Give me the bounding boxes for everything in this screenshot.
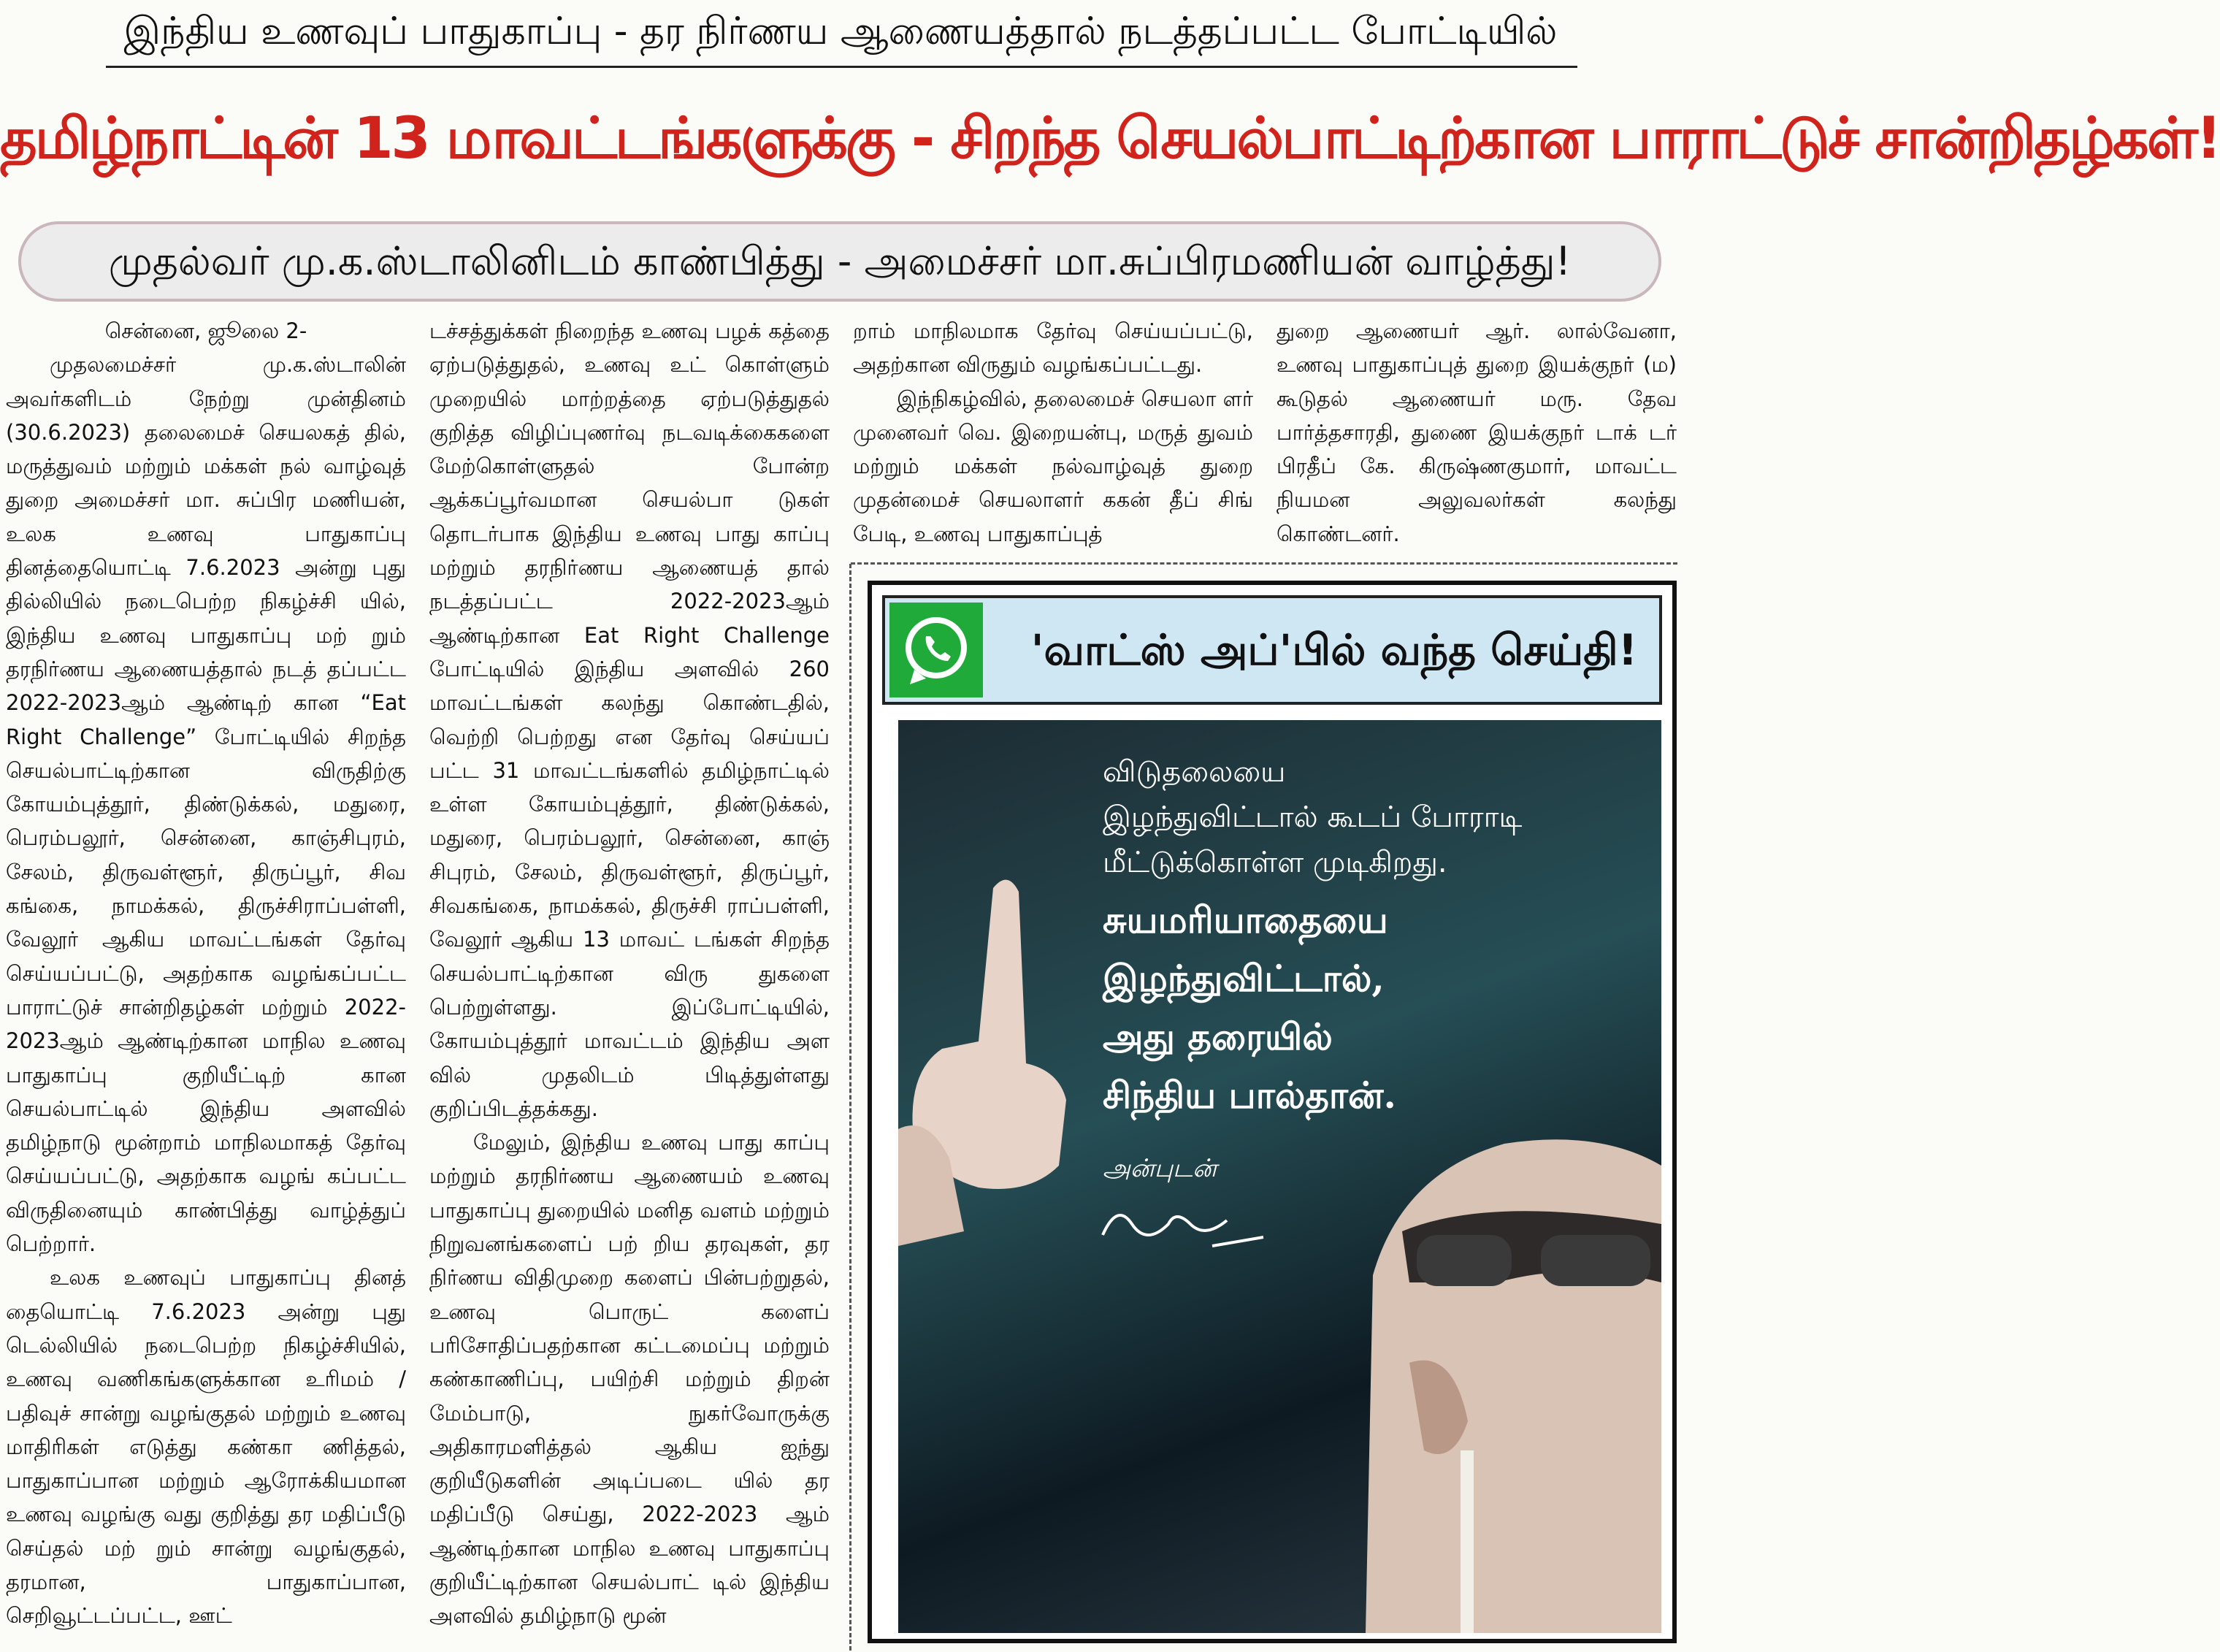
- quote-line: மீட்டுக்கொள்ள முடிகிறது.: [1103, 846, 1447, 879]
- quote-emphasis-line: சிந்திய பால்தான்.: [1103, 1074, 1396, 1117]
- signature-text: அன்புடன்: [1103, 1154, 1217, 1183]
- article-column-4: [1276, 314, 1677, 546]
- article-paragraph: முதலமைச்சர் மு.க.ஸ்டாலின் அவர்களிடம் நேற்று முன்தினம் (30.6.2023) தலைமைச் செயலகத் தில், மருத்துவம் மற்றும் மக்கள் நல் வாழ்வுத் துறை அமைச்சர் மா. சுப்பிர மணியன், உலக உணவு பாதுகாப்பு தினத்தையொட்டி 7.6.2023 அன்று புது தில்லியில் நடைபெற்ற நிகழ்ச்சி யில், இந்திய உணவு பாதுகாப்பு மற் றும் தரநிர்ணய ஆணையத்தால் நடத் தப்பட்ட 2022-2023ஆம் ஆண்டிற் கான “Eat Right Challenge” போட்டியில் சிறந்த செயல்பாட்டிற்கான விருதிற்கு கோயம்புத்தூர், திண்டுக்கல், மதுரை, பெரம்பலூர், சென்னை, காஞ்சிபுரம், சேலம், திருவள்ளூர், திருப்பூர், சிவ கங்கை, நாமக்கல், திருச்சிராப்பள்ளி, வேலூர் ஆகிய மாவட்டங்கள் தேர்வு செய்யப்பட்டு, அதற்காக வழங்கப்பட்ட பாராட்டுச் சான்றிதழ்கள் மற்றும் 2022-2023ஆம் ஆண்டிற்கான மாநில உணவு பாதுகாப்பு குறியீட்டிற் கான செயல்பாட்டில் இந்திய அளவில் தமிழ்நாடு மூன்றாம் மாநிலமாகத் தேர்வு செய்யப்பட்டு, அதற்காக வழங் கப்பட்ட விருதினையும் காண்பித்து வாழ்த்துப் பெற்றார்.: [6, 352, 406, 1257]
- promo-divider: [851, 562, 1677, 565]
- article-paragraph: துறை ஆணையர் ஆர். லால்வேனா, உணவு பாதுகாப்புத் துறை இயக்குநர் (ம) கூடுதல் ஆணையர் மரு. தேவ பார்த்தசாரதி, துணை இயக்குநர் டாக் டர் பிரதீப் கே. கிருஷ்ணகுமார், மாவட்ட நியமன அலுவலர்கள் கலந்து கொண்டனர்.: [1276, 318, 1677, 546]
- promo-divider-vertical: [849, 564, 851, 1651]
- kicker-line: இந்திய உணவுப் பாதுகாப்பு - தர நிர்ணய ஆணையத்தால் நடத்தப்பட்ட போட்டியில்: [123, 9, 1558, 53]
- article-paragraph: இந்நிகழ்வில், தலைமைச் செயலா ளர் முனைவர் வெ. இறையன்பு, மருத் துவம் மற்றும் மக்கள் நல்வாழ்வுத் துறை முதன்மைச் செயலாளர் ககன் தீப் சிங் பேடி, உணவு பாதுகாப்புத்: [853, 386, 1253, 546]
- article-column-3: [853, 314, 1253, 546]
- quote-text: [1103, 749, 1643, 1190]
- quote-emphasis-line: இழந்துவிட்டால்,: [1103, 957, 1385, 1000]
- headline: தமிழ்நாட்டின் 13 மாவட்டங்களுக்கு - சிறந்த செயல்பாட்டிற்கான பாராட்டுச் சான்றிதழ்கள்!: [0, 106, 2220, 172]
- article-column-1: [6, 314, 406, 1651]
- dateline: சென்னை, ஜூலை 2-: [104, 318, 307, 343]
- quote-line: இழந்துவிட்டால் கூடப் போராடி: [1103, 800, 1523, 834]
- deck-banner: முதல்வர் மு.க.ஸ்டாலினிடம் காண்பித்து - அமைச்சர் மா.சுப்பிரமணியன் வாழ்த்து!: [18, 221, 1661, 302]
- whatsapp-icon: [889, 603, 983, 697]
- whatsapp-promo-box: [868, 581, 1677, 1643]
- article-paragraph: உலக உணவுப் பாதுகாப்பு தினத் தையொட்டி 7.6.2023 அன்று புது டெல்லியில் நடைபெற்ற நிகழ்ச்சியில், உணவு வணிகங்களுக்கான உரிமம் / பதிவுச் சான்று வழங்குதல் மற்றும் உணவு மாதிரிகள் எடுத்து கண்கா ணித்தல், பாதுகாப்பான மற்றும் ஆரோக்கியமான உணவு வழங்கு வது குறித்து தர மதிப்பீடு செய்தல் மற் றும் சான்று வழங்குதல், தரமான, பாதுகாப்பான, செறிவூட்டப்பட்ட, ஊட்: [6, 1265, 406, 1629]
- article-paragraph: டச்சத்துக்கள் நிறைந்த உணவு பழக் கத்தை ஏற்படுத்துதல், உணவு உட் கொள்ளும் முறையில் மாற்றத்தை ஏற்படுத்துதல் குறித்த விழிப்புணர்வு நடவடிக்கைகளை மேற்கொள்ளுதல் போன்ற ஆக்கப்பூர்வமான செயல்பா டுகள் தொடர்பாக இந்திய உணவு பாது காப்பு மற்றும் தரநிர்ணய ஆணையத் தால் நடத்தப்பட்ட 2022-2023ஆம் ஆண்டிற்கான Eat Right Challenge போட்டியில் இந்திய அளவில் 260 மாவட்டங்கள் கலந்து கொண்டதில், வெற்றி பெற்றது என தேர்வு செய்யப் பட்ட 31 மாவட்டங்களில் தமிழ்நாட்டில் உள்ள கோயம்புத்தூர், திண்டுக்கல், மதுரை, பெரம்பலூர், சென்னை, காஞ் சிபுரம், சேலம், திருவள்ளூர், திருப்பூர், சிவகங்கை, நாமக்கல், திருச்சி ராப்பள்ளி, வேலூர் ஆகிய 13 மாவட் டங்கள் சிறந்த செயல்பாட்டிற்கான விரு துகளை பெற்றுள்ளது. இப்போட்டியில், கோயம்புத்தூர் மாவட்டம் இந்திய அள வில் முதலிடம் பிடித்துள்ளது குறிப்பிடத்தக்கது.: [429, 318, 830, 1121]
- quote-emphasis-line: அது தரையில்: [1103, 1015, 1333, 1058]
- kicker-rule: [106, 66, 1577, 68]
- quote-photo: [898, 720, 1661, 1633]
- promo-banner: [882, 595, 1662, 705]
- article-column-2: [429, 314, 830, 1651]
- promo-title: 'வாட்ஸ் அப்'பில் வந்த செய்தி!: [1030, 625, 1638, 675]
- article-paragraph: மேலும், இந்திய உணவு பாது காப்பு மற்றும் தரநிர்ணய ஆணையம் உணவு பாதுகாப்பு துறையில் மனித வளம் மற்றும் நிறுவனங்களைப் பற் றிய தரவுகள், தர நிர்ணய விதிமுறை களைப் பின்பற்றுதல், உணவு பொருட் களைப் பரிசோதிப்பதற்கான கட்டமைப்பு மற்றும் கண்காணிப்பு, பயிற்சி மற்றும் திறன் மேம்பாடு, நுகர்வோருக்கு அதிகாரமளித்தல் ஆகிய ஐந்து குறியீடுகளின் அடிப்படை யில் தர மதிப்பீடு செய்து, 2022-2023 ஆம் ஆண்டிற்கான மாநில உணவு பாதுகாப்பு குறியீட்டிற்கான செயல்பாட் டில் இந்திய அளவில் தமிழ்நாடு மூன்: [429, 1130, 830, 1629]
- quote-emphasis-line: சுயமரியாதையை: [1103, 898, 1388, 941]
- quote-line: விடுதலையை: [1103, 755, 1286, 789]
- article-paragraph: றாம் மாநிலமாக தேர்வு செய்யப்பட்டு, அதற்கான விருதும் வழங்கப்பட்டது.: [853, 318, 1253, 378]
